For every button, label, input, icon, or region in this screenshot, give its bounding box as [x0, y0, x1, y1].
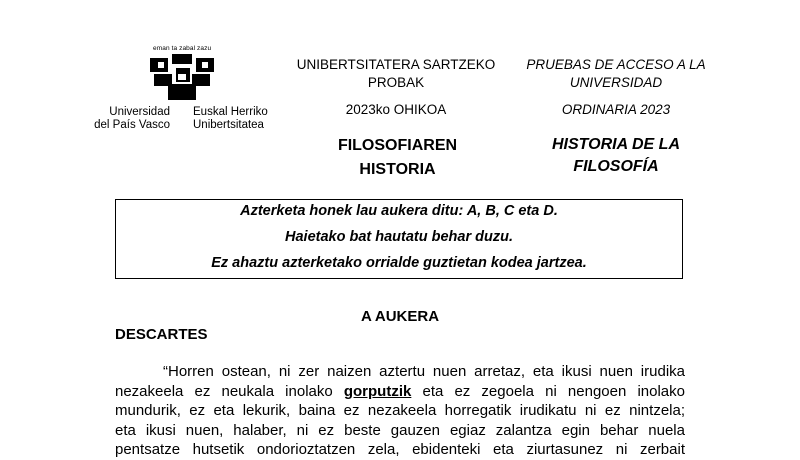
excerpt-text	[115, 362, 685, 460]
instruction-line: Azterketa honek lau aukera ditu: A, B, C eta D.	[240, 203, 558, 219]
exam-title-es-line2: UNIVERSIDAD	[569, 75, 663, 90]
subject-es	[526, 134, 706, 178]
subject-eu	[300, 134, 495, 182]
logo-motto: eman ta zabal zazu	[153, 45, 212, 52]
text-line	[115, 382, 685, 402]
exam-title-es-line1: PRUEBAS DE ACCESO A LA	[526, 57, 706, 72]
highlighted-keyword: gorputzik	[343, 382, 412, 400]
university-logo-icon	[150, 54, 216, 102]
exam-title-eu-line1: UNIBERTSITATERA SARTZEKO	[296, 57, 496, 72]
text-segment: eta ez zegoela ni nengoen inolako	[411, 382, 685, 400]
university-name-eu-line1: Euskal Herriko	[193, 106, 268, 118]
text-line: “Horren ostean, ni zer naizen aztertu nuen arretaz, eta ikusi nuen irudika	[163, 363, 685, 380]
university-name-eu-line2: Unibertsitatea	[193, 119, 264, 131]
instruction-line: Haietako bat hautatu behar duzu.	[285, 229, 513, 245]
university-name-es-line2: del País Vasco	[94, 119, 170, 131]
text-line: pentsatze hutsetik ondorioztatzen zela, ebidenteki eta ziurtasunez ni zerbait	[115, 441, 685, 458]
section-title: A AUKERA	[360, 308, 440, 325]
instructions-box	[115, 199, 683, 279]
text-segment: nezakeela ez neukala inolako	[115, 382, 344, 400]
university-name-es	[82, 106, 170, 132]
subject-es-line2: FILOSOFÍA	[573, 158, 659, 175]
exam-title-eu	[286, 56, 506, 92]
exam-session-eu: 2023ko OHIKOA	[345, 102, 447, 117]
text-line: eta ikusi nuen, halaber, ni ez beste gauzen egiaz zalantza egin behar nuela	[115, 421, 685, 439]
exam-title-eu-line2: PROBAK	[367, 75, 425, 90]
exam-session-es: ORDINARIA 2023	[561, 102, 671, 117]
subject-eu-line1: FILOSOFIAREN	[337, 137, 458, 154]
subject-es-line1: HISTORIA DE LA	[551, 136, 680, 153]
exam-title-es	[516, 56, 716, 92]
author-heading: DESCARTES	[115, 326, 208, 343]
instruction-line: Ez ahaztu azterketako orrialde guztietan kodea jartzea.	[211, 255, 587, 271]
subject-eu-line2: HISTORIA	[359, 161, 436, 178]
text-line: mundurik, ez eta lekurik, baina ez nezakeela horregatik irudikatu ni ez nintzela;	[115, 402, 685, 419]
university-name-es-line1: Universidad	[109, 106, 170, 118]
university-name-eu	[193, 106, 268, 132]
